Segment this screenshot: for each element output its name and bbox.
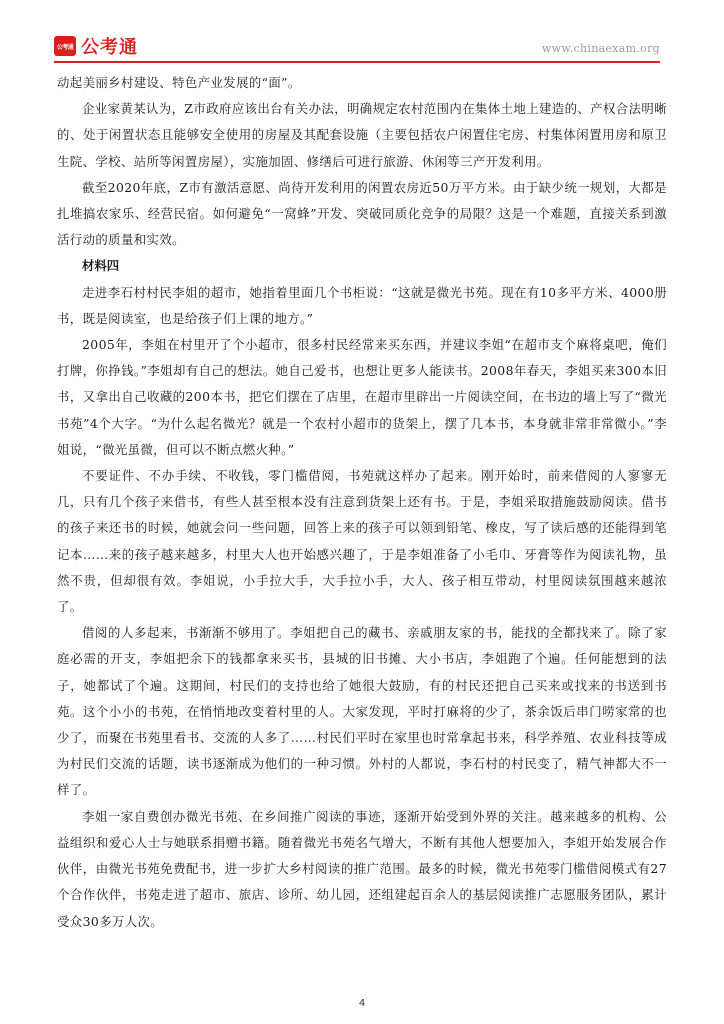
document-body — [57, 70, 667, 935]
logo-text: 公考通 — [81, 37, 138, 58]
page-number: 4 — [358, 998, 366, 1009]
brand-logo[interactable] — [54, 33, 138, 59]
paragraph-4: 走进李石村村民李姐的超市，她指着里面几个书柜说：“这就是微光书苑。现在有10多平方米、4000册书，既是阅读室，也是给孩子们上课的地方。” — [57, 284, 667, 326]
section-heading: 材料四 — [82, 258, 120, 274]
page-header — [0, 0, 724, 66]
paragraph-6: 不要证件、不办手续、不收钱，零门槛借阅，书苑就这样办了起来。刚开始时，前来借阅的人寥寥无几，只有几个孩子来借书，有些人甚至根本没有注意到货架上还有书。于是，李姐采取措施鼓励阅读。借书的孩子来还书的时候，她就会问一些问题，回答上来的孩子可以领到铅笔、橡皮，写了读后感的还能得到笔记本……来的孩子越来越多，村里大人也开始感兴趣了，于是李姐准备了小毛巾、牙膏等作为阅读礼物，虽然不贵，但却很有效。李姐说，小手拉大手，大手拉小手，大人、孩子相互带动，村里阅读氛围越来越浓了。 — [57, 468, 667, 615]
paragraph-3: 截至2020年底，Z市有激活意愿、尚待开发利用的闲置农房近50万平方米。由于缺少统一规划，大都是扎堆搞农家乐、经营民宿。如何避免“一窝蜂”开发、突破同质化竞争的局限？这是一个难题，直接关系到激活行动的质量和实效。 — [57, 179, 667, 248]
paragraph-5: 2005年，李姐在村里开了个小超市，很多村民经常来买东西，并建议李姐“在超市支个麻将桌吧，俺们打牌，你挣钱。”李姐却有自己的想法。她自己爱书，也想让更多人能读书。2008年春天，李姐买来300本旧书，又拿出自己收藏的200本书，把它们摆在了店里，在超市里辟出一片阅读空间，在书边的墙上写了“微光书苑”4个大字。“为什么起名微光？就是一个农村小超市的货架上，摆了几本书，本身就非常非常微小。”李姐说，“微光虽微，但可以不断点燃火种。” — [57, 337, 667, 457]
site-url[interactable]: www.chinaexam.org — [541, 42, 660, 55]
paragraph-2: 企业家黄某认为，Z市政府应该出台有关办法，明确规定农村范围内在集体土地上建造的、产权合法明晰的、处于闲置状态且能够安全使用的房屋及其配套设施（主要包括农户闲置住宅房、村集体闲置用房和原卫生院、学校、站所等闲置房屋），实施加固、修缮后可进行旅游、休闲等三产开发利用。 — [57, 101, 667, 169]
paragraph-7: 借阅的人多起来，书渐渐不够用了。李姐把自己的藏书、亲戚朋友家的书，能找的全都找来了。除了家庭必需的开支，李姐把余下的钱都拿来买书，县城的旧书摊、大小书店，李姐跑了个遍。任何能想到的法子，她都试了个遍。这期间，村民们的支持也给了她很大鼓励，有的村民还把自己买来或找来的书送到书苑。这个小小的书苑，在悄悄地改变着村里的人。大家发现，平时打麻将的少了，茶余饭后串门唠家常的也少了，而聚在书苑里看书、交流的人多了……村民们平时在家里也时常拿起书来，科学养殖、农业科技等成为村民们交流的话题，读书逐渐成为他们的一种习惯。外村的人都说，李石村的村民变了，精气神都大不一样了。 — [57, 625, 667, 798]
paragraph-1: 动起美丽乡村建设、特色产业发展的“面”。 — [57, 75, 301, 90]
paragraph-8: 李姐一家自费创办微光书苑、在乡间推广阅读的事迹，逐渐开始受到外界的关注。越来越多的机构、公益组织和爱心人士与她联系捐赠书籍。随着微光书苑名气增大，不断有其他人想要加入，李姐开始发展合作伙伴，由微光书苑免费配书，进一步扩大乡村阅读的推广范围。最多的时候，微光书苑零门槛借阅模式有27个合作伙伴，书苑走进了超市、旅店、诊所、幼儿园，还组建起百余人的基层阅读推广志愿服务团队，累计受众30多万人次。 — [57, 808, 667, 929]
header-divider — [54, 61, 660, 63]
logo-badge-icon: 公考通 — [54, 36, 76, 56]
